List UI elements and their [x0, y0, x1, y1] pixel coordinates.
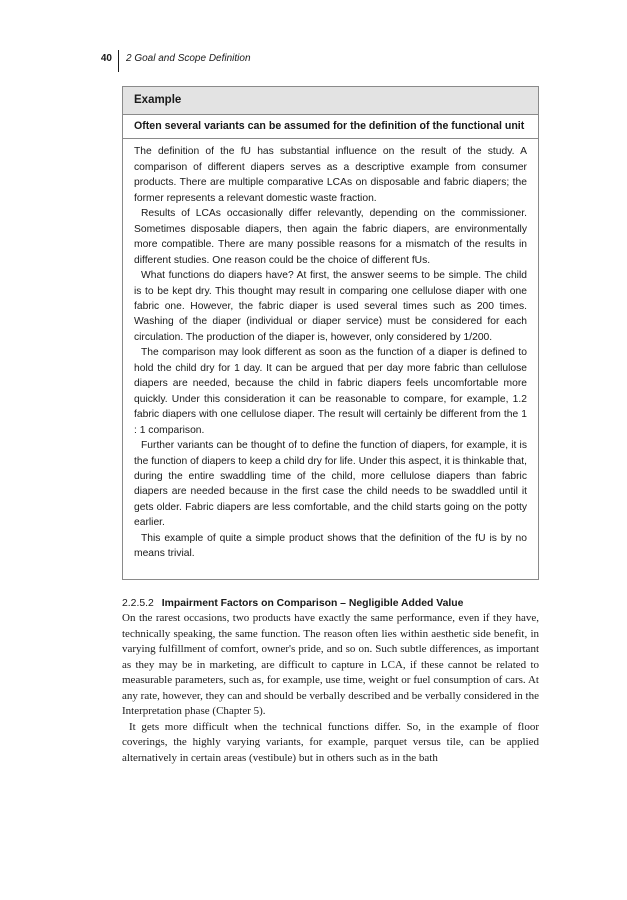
section-heading — [122, 596, 539, 611]
body-paragraph: On the rarest occasions, two products have exactly the same performance, even if they have, technically speaking, the same function. The reason often lies within aesthetic side benefit, in varying fulfillment of comfort, owner's pride, and so on. Such subtle differences, as important as they may be in marketing, are difficult to capture in LCA, if these cannot be related to measurable parameters, such as, for example, use time, weight or fuel consumption of cars. At any rate, however, they can and should be verbally described and be verbally considered in the Interpretation phase (Chapter 5). — [122, 612, 539, 717]
section-title: Impairment Factors on Comparison – Negligible Added Value — [161, 598, 464, 609]
header-divider — [118, 50, 119, 72]
example-body — [123, 115, 538, 562]
running-header — [0, 50, 627, 72]
page-number: 40 — [100, 53, 112, 64]
example-paragraph: Results of LCAs occasionally differ relevantly, depending on the commissioner. Sometimes disposable diapers, then again the fabric diapers, are environmentally more compatible. There are many possible reasons for a mismatch of the results in different studies. One reason could be the choice of different fUs. — [134, 208, 527, 266]
example-paragraph: What functions do diapers have? At first, the answer seems to be simple. The child is to be kept dry. This thought may result in comparing one cellulose diaper with one fabric one. However, the fabric diaper is used several times such as 200 times. Washing of the diaper (individual or diaper service) must be considered for each circulation. The production of the diaper is, however, only considered by 1/200. — [134, 270, 527, 343]
example-box — [122, 86, 539, 580]
example-paragraph: The comparison may look different as soon as the function of a diaper is defined to hold the child dry for 1 day. It can be argued that per day more fabric than cellulose diapers are needed, because the child in fabric diapers feels uncomfortable more quickly. Under this consideration it can be reasonable to compare, for example, 1.2 fabric diapers with one cellulose diaper. The result will certainly be different from the 1 : 1 comparison. — [134, 347, 527, 436]
example-subtitle: Often several variants can be assumed for the definition of the functional unit — [123, 119, 538, 139]
section-2-2-5-2 — [122, 596, 539, 766]
example-paragraph: This example of quite a simple product shows that the definition of the fU is by no means trivial. — [134, 532, 527, 560]
body-paragraph: It gets more difficult when the technical functions differ. So, in the example of floor coverings, the highly varying variants, for example, parquet versus tile, can be applied alternatively in certain areas (vestibule) but in others such as in the bath — [122, 720, 539, 764]
section-number: 2.2.5.2 — [122, 598, 154, 609]
example-paragraph: Further variants can be thought of to define the function of diapers, for example, it is the function of diapers to keep a child dry for life. Under this aspect, it is thinkable that, during the entire swaddling time of the child, more cellulose diapers than fabric diapers are needed because in the first case the child needs to be swaddled until it gets older. Fabric diapers are less comfortable, and the child starts going on the potty earlier. — [134, 440, 527, 529]
example-paragraph: The definition of the fU has substantial influence on the result of the study. A comparison of different diapers serves as a descriptive example from consumer products. There are multiple comparative LCAs on disposable and fabric diapers; the former represents a relevant domestic waste fraction. — [134, 146, 527, 204]
running-head-title: 2 Goal and Scope Definition — [126, 53, 251, 64]
example-label: Example — [123, 87, 538, 115]
